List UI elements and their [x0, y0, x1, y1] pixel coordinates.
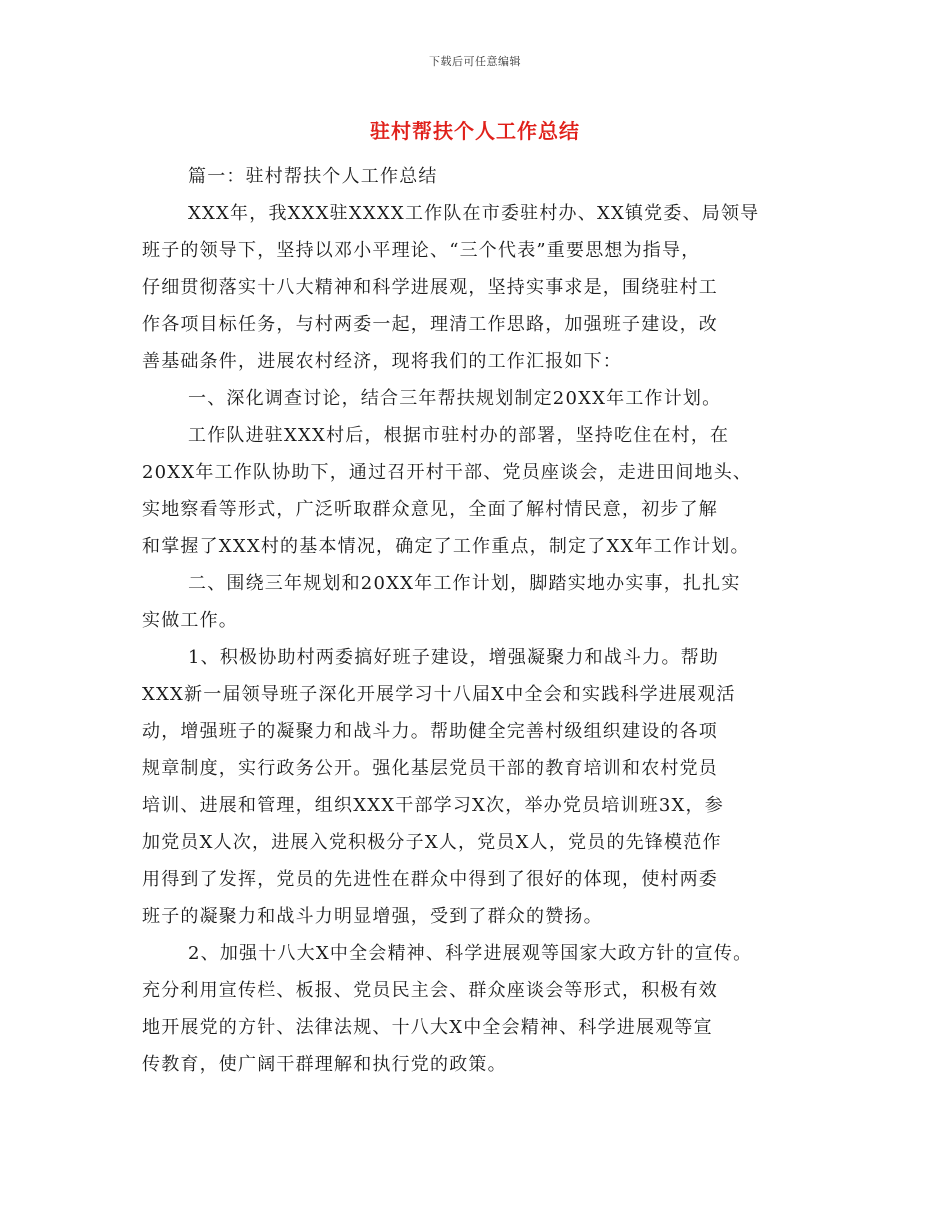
body-line: 地开展党的方针、法律法规、十八大X中全会精神、科学进展观等宣 [142, 1017, 713, 1038]
body-line: 善基础条件，进展农村经济，现将我们的工作汇报如下： [142, 351, 622, 372]
body-line: 1、积极协助村两委搞好班子建设，增强凝聚力和战斗力。帮助 [188, 647, 720, 668]
body-line: XXX年，我XXX驻XXXX工作队在市委驻村办、XX镇党委、局领导 [188, 203, 760, 224]
body-line: 班子的领导下，坚持以邓小平理论、“三个代表”重要思想为指导， [142, 240, 701, 261]
document-title: 驻村帮扶个人工作总结 [370, 119, 580, 143]
body-line: 2、加强十八大X中全会精神、科学进展观等国家大政方针的宣传。 [188, 943, 753, 964]
body-line: 动，增强班子的凝聚力和战斗力。帮助健全完善村级组织建设的各项 [142, 721, 718, 742]
body-line: 实地察看等形式，广泛听取群众意见，全面了解村情民意，初步了解 [142, 499, 718, 520]
body-line: 充分利用宣传栏、板报、党员民主会、群众座谈会等形式，积极有效 [142, 980, 718, 1001]
body-line: 规章制度，实行政务公开。强化基层党员干部的教育培训和农村党员 [142, 758, 718, 779]
body-line: 班子的凝聚力和战斗力明显增强，受到了群众的赞扬。 [142, 906, 603, 927]
body-line: 加党员X人次，进展入党积极分子X人，党员X人，党员的先锋模范作 [142, 832, 722, 853]
body-line: 实做工作。 [142, 610, 238, 631]
body-line: 20XX年工作队协助下，通过召开村干部、党员座谈会，走进田间地头、 [142, 462, 753, 483]
body-line: 作各项目标任务，与村两委一起，理清工作思路，加强班子建设，改 [142, 314, 718, 335]
body-line: XXX新一届领导班子深化开展学习十八届X中全会和实践科学进展观活 [142, 684, 736, 705]
header-note: 下载后可任意编辑 [429, 55, 521, 68]
body-line: 工作队进驻XXX村后，根据市驻村办的部署，坚持吃住在村，在 [188, 425, 730, 446]
body-line: 篇一：驻村帮扶个人工作总结 [188, 166, 438, 187]
body-line: 传教育，使广阔干群理解和执行党的政策。 [142, 1054, 507, 1075]
body-line: 用得到了发挥，党员的先进性在群众中得到了很好的体现，使村两委 [142, 869, 718, 890]
body-line: 仔细贯彻落实十八大精神和科学进展观，坚持实事求是，围绕驻村工 [142, 277, 718, 298]
body-line: 和掌握了XXX村的基本情况，确定了工作重点，制定了XX年工作计划。 [142, 536, 750, 557]
document-body [142, 158, 822, 1083]
body-line: 培训、进展和管理，组织XXX干部学习X次，举办党员培训班3X，参 [142, 795, 724, 816]
body-line: 一、深化调查讨论，结合三年帮扶规划制定20XX年工作计划。 [188, 388, 722, 409]
body-line: 二、围绕三年规划和20XX年工作计划，脚踏实地办实事，扎扎实 [188, 573, 741, 594]
